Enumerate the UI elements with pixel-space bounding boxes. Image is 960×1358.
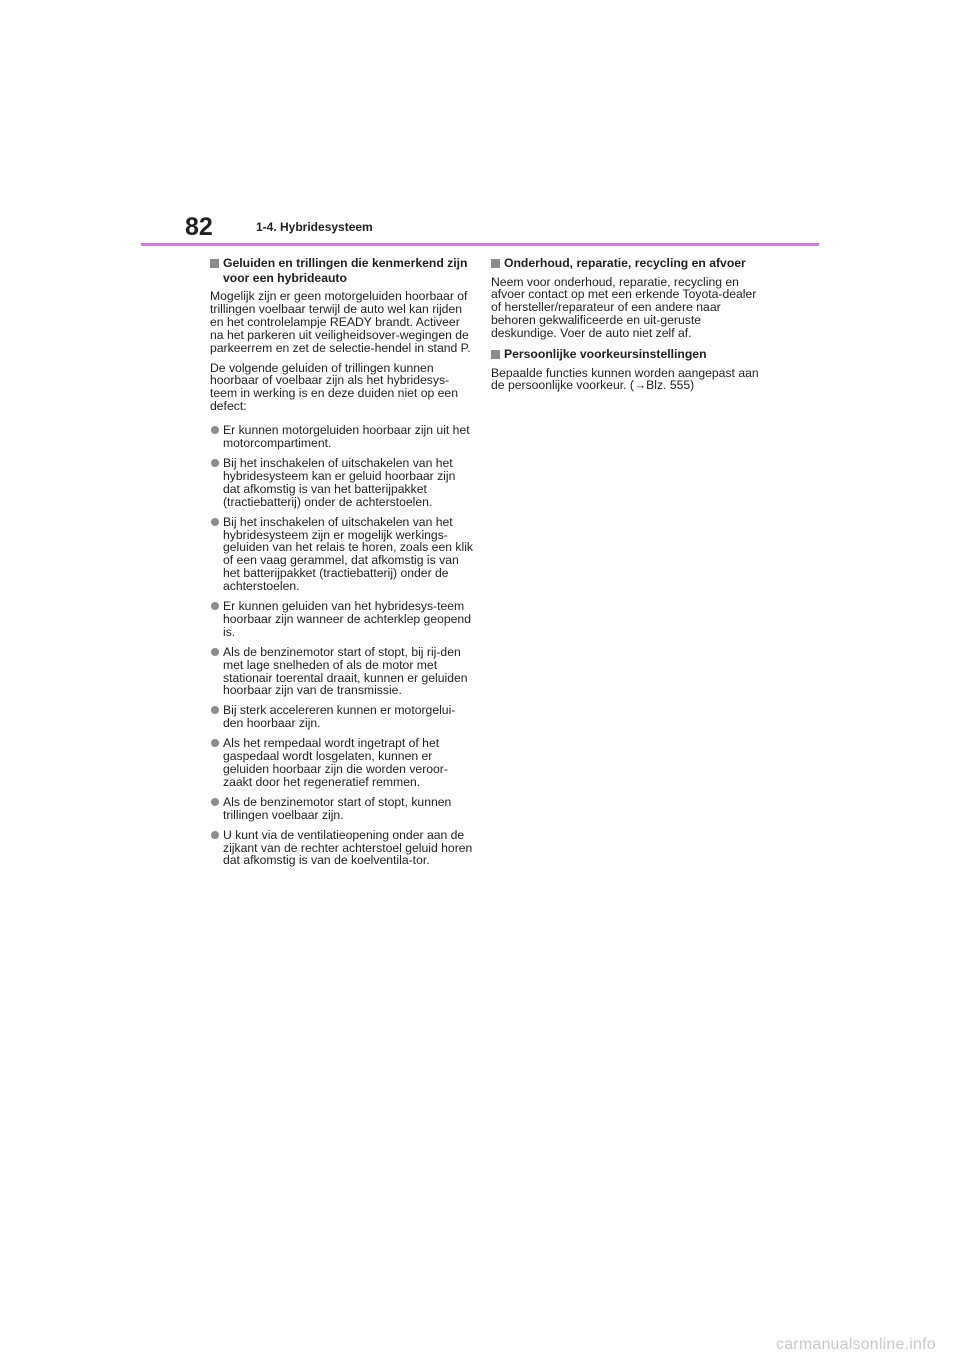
grey-square-icon	[491, 259, 500, 268]
grey-circle-icon	[211, 739, 219, 747]
list-item: Bij het inschakelen of uitschakelen van het hybridesysteem kan er geluid hoorbaar zijn dat afkomstig is van het batterijpakket (tractiebatterij) onder de achterstoelen.	[210, 457, 475, 509]
paragraph-sounds: De volgende geluiden of trillingen kunnen hoorbaar of voelbaar zijn als het hybridesys-teem in werking is en deze duiden niet op een defect:	[210, 360, 458, 414]
grey-circle-icon	[211, 648, 219, 656]
paragraph-intro: Mogelijk zijn er geen motorgeluiden hoorbaar of trillingen voelbaar terwijl de auto wel kan rijden en het controlelampje READY brandt. Activeer na het parkeren uit veiligheidsover-wegingen de parkeerrem en zet de selectie-hendel in stand P.	[210, 289, 471, 355]
bullet-list	[210, 424, 475, 867]
list-item: Er kunnen motorgeluiden hoorbaar zijn uit het motorcompartiment.	[210, 424, 475, 450]
list-item: Als de benzinemotor start of stopt, bij rij-den met lage snelheden of als de motor met stationair toerental draait, kunnen er geluiden hoorbaar zijn van de transmissie.	[210, 646, 475, 698]
list-item: Er kunnen geluiden van het hybridesys-teem hoorbaar zijn wanneer de achterklep geopend is.	[210, 600, 475, 639]
grey-circle-icon	[211, 798, 219, 806]
list-item: U kunt via de ventilatieopening onder aan de zijkant van de rechter achterstoel geluid horen dat afkomstig is van de koelventila-tor.	[210, 829, 475, 868]
list-item: Als het rempedaal wordt ingetrapt of het gaspedaal wordt losgelaten, kunnen er geluiden hoorbaar zijn die worden veroor-zaakt door het regeneratief remmen.	[210, 737, 475, 789]
left-column	[210, 256, 475, 874]
section-heading-sounds: Geluiden en trillingen die kenmerkend zijn voor een hybrideauto	[210, 256, 475, 285]
section-heading-maintenance: Onderhoud, reparatie, recycling en afvoer	[491, 256, 759, 271]
grey-circle-icon	[211, 518, 219, 526]
list-item: Bij sterk accelereren kunnen er motorgelui-den hoorbaar zijn.	[210, 704, 475, 730]
header-rule	[141, 243, 819, 246]
grey-circle-icon	[211, 602, 219, 610]
paragraph-preferences: Bepaalde functies kunnen worden aangepast aan de persoonlijke voorkeur. (→Blz. 555)	[491, 365, 759, 393]
right-column	[491, 256, 759, 399]
page-number: 82	[185, 213, 213, 241]
list-item: Als de benzinemotor start of stopt, kunnen trillingen voelbaar zijn.	[210, 796, 475, 822]
grey-circle-icon	[211, 459, 219, 467]
watermark: carmanualsonline.info	[776, 1336, 936, 1353]
list-item: Bij het inschakelen of uitschakelen van het hybridesysteem zijn er mogelijk werkings-geluiden van het relais te horen, zoals een klik of een vaag gerammel, dat afkomstig is van het batterijpakket (tractiebatterij) onder de achterstoelen.	[210, 516, 475, 593]
grey-circle-icon	[211, 426, 219, 434]
grey-square-icon	[210, 259, 219, 268]
grey-square-icon	[491, 350, 500, 359]
section-title: 1-4. Hybridesysteem	[256, 220, 373, 234]
paragraph-maintenance: Neem voor onderhoud, reparatie, recycling en afvoer contact op met een erkende Toyota-dealer of hersteller/reparateur of een andere naar behoren gekwalificeerde en uit-geruste deskundige. Voer de auto niet zelf af.	[491, 274, 757, 341]
grey-circle-icon	[211, 831, 219, 839]
section-heading-preferences: Persoonlijke voorkeursinstellingen	[491, 347, 759, 362]
grey-circle-icon	[211, 706, 219, 714]
